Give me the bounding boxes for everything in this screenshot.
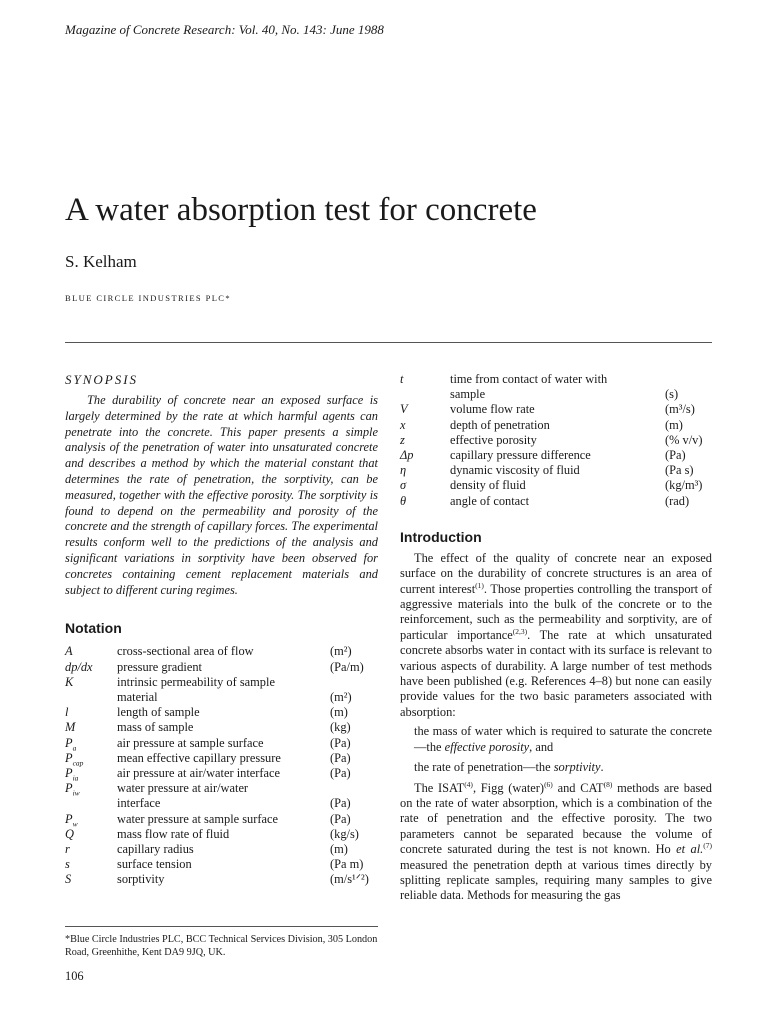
footnote: *Blue Circle Industries PLC, BCC Technical Services Division, 305 London Road, Greenhithe, Kent DA9 9JQ, UK. [65,934,378,958]
notation-symbol: η [400,463,407,478]
notation-symbol: $P_a$ [65,735,77,753]
left-column [65,372,378,888]
notation-unit: (m²) [330,644,352,659]
notation-unit: (kg/s) [330,826,359,841]
notation-description: sample [450,387,486,402]
notation-unit [665,372,712,387]
notation-unit: (Pa) [665,448,686,463]
notation-row [400,372,712,387]
notation-symbol: A [65,644,73,659]
notation-unit: (m³/s) [665,402,695,417]
introduction-section [400,529,712,904]
notation-row [400,494,712,509]
notation-unit [330,675,378,690]
header-divider [65,342,712,343]
notation-table-right [400,372,712,509]
notation-unit: (Pa s) [665,463,694,478]
notation-unit: (kg/m³) [665,478,703,493]
notation-symbol: Δp [400,448,414,463]
citation-ref: (7) [703,841,712,851]
notation-unit: (Pa) [330,750,351,765]
notation-row [400,433,712,448]
notation-description: mass flow rate of fluid [117,826,230,841]
notation-unit: (Pa m) [330,857,364,872]
notation-description: water pressure at air/water [117,781,249,796]
notation-unit: (Pa/m) [330,659,364,674]
notation-symbol: dp/dx [65,659,93,674]
notation-description: intrinsic permeability of sample [117,674,275,689]
notation-description: length of sample [117,705,200,720]
notation-description: dynamic viscosity of fluid [450,463,580,478]
notation-description: cross-sectional area of flow [117,644,254,659]
citation-ref: (8) [603,779,613,789]
notation-unit: (s) [665,387,679,402]
notation-description: mean effective capillary pressure [117,750,281,765]
intro-list-item-1: the mass of water which is required to saturate the concrete—the effective porosity, and [414,724,712,754]
notation-symbol: θ [400,493,407,508]
notation-row [65,812,378,827]
notation-row [65,690,378,705]
page-number: 106 [65,969,84,983]
notation-unit: (rad) [665,493,690,508]
notation-description: mass of sample [117,720,194,735]
notation-row [65,872,378,887]
notation-table-left [65,644,378,887]
notation-row [65,781,378,796]
notation-symbol [65,690,117,705]
article-title: A water absorption test for concrete [65,192,537,228]
notation-unit: (% v/v) [665,432,703,447]
notation-description: angle of contact [450,493,530,508]
notation-symbol: $P_{iw}$ [65,781,80,798]
notation-symbol: t [400,372,404,386]
notation-description: capillary radius [117,842,194,856]
notation-unit: (m) [330,842,348,856]
notation-description: time from contact of water with [450,372,608,386]
notation-symbol: x [400,417,406,432]
notation-row [400,387,712,402]
notation-unit: (m) [665,417,683,432]
notation-unit: (kg) [330,720,351,735]
notation-unit: (Pa) [330,735,351,750]
notation-symbol [400,387,450,402]
intro-paragraph-2: The ISAT$^{(4)}$, Figg (water)$^{(6)}$ and CAT$^{(8)}$ methods are based on the rate of water absorption, which is a combination of the rate of penetration and the effective porosity. The two parameters cannot be separated because the volume of concrete saturated during the test is not known. Ho et al.$^{(7)}$ measured the penetration depth at various times directly by splitting replicate samples, requiring many samples to give reliable data. Methods for measuring the gas [400,779,712,903]
notation-row [65,644,378,659]
notation-description: surface tension [117,857,192,872]
notation-description: pressure gradient [117,659,202,674]
notation-symbol: r [65,842,70,856]
notation-symbol: σ [400,478,407,493]
notation-unit: (Pa) [330,765,351,780]
notation-description: capillary pressure difference [450,448,591,463]
notation-symbol: M [65,720,76,735]
notation-description: density of fluid [450,478,526,493]
citation-ref: (2,3) [512,626,528,636]
notation-symbol: Q [65,826,74,841]
notation-row [65,751,378,766]
notation-description: depth of penetration [450,417,550,432]
journal-header: Magazine of Concrete Research: Vol. 40, No. 143: June 1988 [65,22,384,37]
notation-unit: (m/s¹ᐟ²) [330,872,369,887]
notation-description: interface [117,796,161,811]
notation-description: effective porosity [450,432,537,447]
citation-ref: (4) [464,779,473,789]
author-name: S. Kelham [65,252,137,271]
notation-row [65,736,378,751]
notation-row [400,402,712,417]
notation-row [65,796,378,811]
notation-row [65,675,378,690]
notation-row [400,448,712,463]
citation-ref: (1) [475,580,484,590]
notation-symbol: s [65,857,70,872]
notation-unit: (m²) [330,689,352,704]
synopsis-text: The durability of concrete near an exposed surface is largely determined by the rate at which harmful agents can penetrate into the concrete. This paper presents a simple analysis of the penetration of water into unsaturated concrete and describes a method by which the material constant that determines the rate of penetration, the sorptivity, can be measured, together with the effective porosity. The sorptivity is found to depend on the permeability and porosity of the concrete and the strength of capillary forces. The experimental results conform well to the predictions of the analysis and significant variations in sorptivity have been observed for concretes containing cement replacement materials and subject to different curing regimes. [65,393,378,597]
notation-unit: (Pa) [330,811,351,826]
notation-row [65,827,378,842]
notation-heading: Notation [65,620,122,637]
footnote-divider [65,926,378,927]
notation-row [65,842,378,857]
synopsis-heading: SYNOPSIS [65,372,139,387]
notation-row [400,463,712,478]
affiliation: BLUE CIRCLE INDUSTRIES PLC* [65,293,232,303]
notation-row [400,478,712,493]
notation-description: volume flow rate [450,402,535,417]
notation-description: sorptivity [117,872,165,887]
notation-symbol: K [65,674,74,689]
notation-unit [330,781,378,796]
notation-description: material [117,689,158,704]
notation-symbol: V [400,402,408,417]
notation-symbol: $P_{cap}$ [65,750,84,768]
introduction-heading: Introduction [400,528,482,545]
notation-unit: (Pa) [330,796,351,811]
notation-row [65,720,378,735]
notation-symbol: z [400,432,405,447]
citation-ref: (6) [544,779,553,789]
notation-row [400,418,712,433]
notation-symbol: $P_{ia}$ [65,765,79,783]
notation-description: air pressure at air/water interface [117,765,281,780]
notation-symbol: S [65,872,72,887]
notation-row [65,766,378,781]
notation-row [65,660,378,675]
intro-paragraph-1: The effect of the quality of concrete near an exposed surface on the durability of concrete structures is an area of current interest$^{(1)}$. Those properties controlling the transport of aggressive materials into the bulk of the concrete or to the reinforcement, such as the permeability and sorptivity, are of particular importance$^{(2,3)}$. The rate at which unsaturated concrete absorbs water in contact with its surface is relevant to various aspects of durability. A large number of test methods have been published (e.g. References 4–8) but none can easily provide values for the two basic parameters associated with absorption: [400,550,713,719]
right-column [400,372,712,904]
notation-symbol: $P_w$ [65,811,78,829]
notation-row [65,705,378,720]
notation-row [65,857,378,872]
notation-symbol [65,796,117,811]
notation-description: air pressure at sample surface [117,735,264,750]
notation-description: water pressure at sample surface [117,811,278,826]
notation-symbol: l [65,705,69,720]
notation-unit: (m) [330,705,348,720]
intro-list-item-2: the rate of penetration—the sorptivity. [414,760,604,775]
